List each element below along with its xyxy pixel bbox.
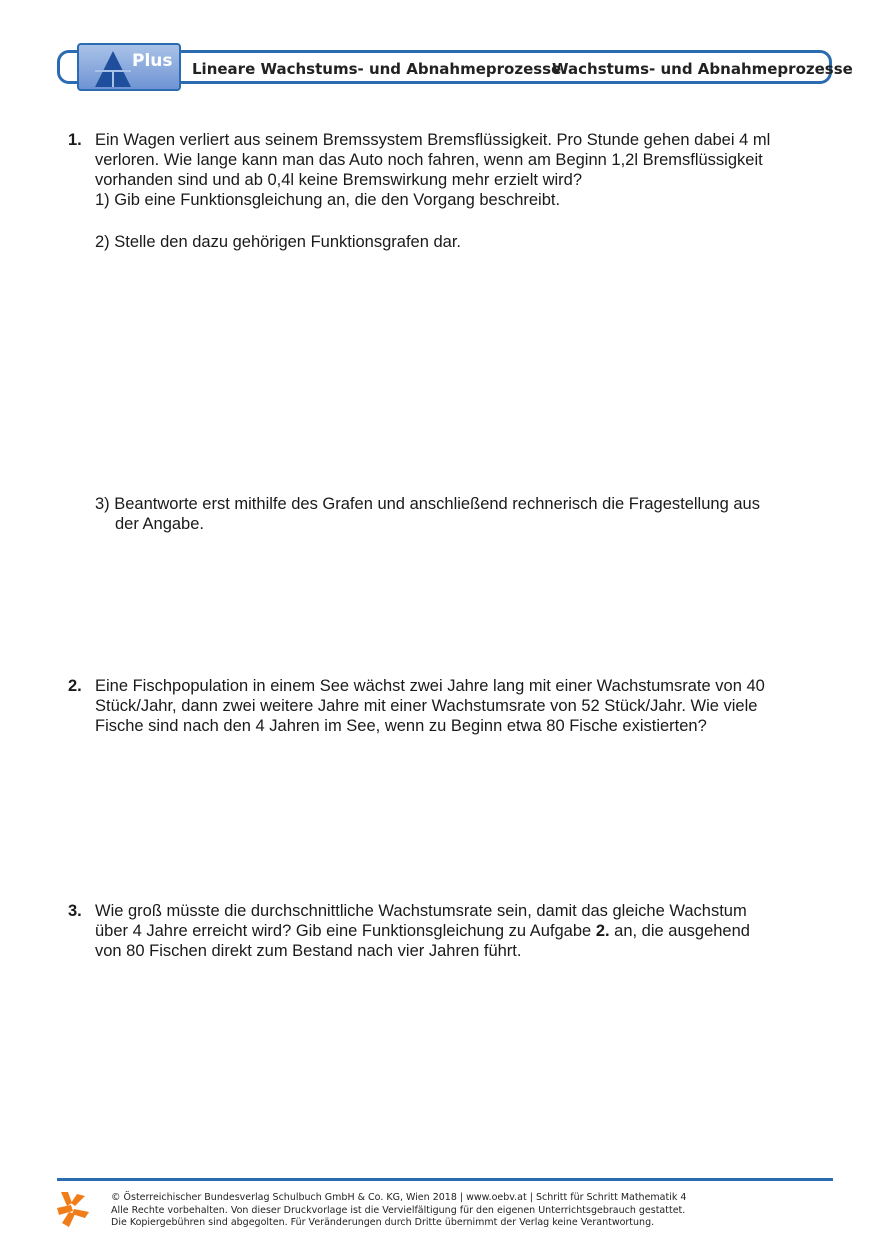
task-1-subtask-2: 2) Stelle den dazu gehörigen Funktionsgrafen dar. bbox=[95, 233, 461, 251]
task-number: 1. bbox=[68, 131, 82, 149]
footer-line: Die Kopiergebühren sind abgegolten. Für Veränderungen durch Dritte übernimmt der Verlag keine Verantwortung. bbox=[111, 1217, 655, 1228]
task-number: 3. bbox=[68, 902, 82, 920]
task-line: verloren. Wie lange kann man das Auto noch fahren, wenn am Beginn 1,2l Bremsflüssigkeit bbox=[95, 151, 763, 169]
triangle-logo-icon bbox=[93, 49, 133, 89]
footer-line: Alle Rechte vorbehalten. Von dieser Druckvorlage ist die Vervielfältigung für den eigenen Unterrichtsgebrauch gestattet. bbox=[111, 1204, 686, 1216]
footer-line: © Österreichischer Bundesverlag Schulbuch GmbH & Co. KG, Wien 2018 | www.oebv.at | Schritt für Schritt Mathematik 4 bbox=[111, 1192, 687, 1203]
task-line: Ein Wagen verliert aus seinem Bremssystem Bremsflüssigkeit. Pro Stunde gehen dabei 4 ml bbox=[95, 131, 771, 149]
task-line: Stück/Jahr, dann zwei weitere Jahre mit einer Wachstumsrate von 52 Stück/Jahr. Wie viele bbox=[95, 697, 758, 715]
logo-text: Plus bbox=[132, 51, 173, 71]
header-title-right: Wachstums- und Abnahmeprozesse bbox=[552, 60, 853, 78]
task-number: 2. bbox=[68, 677, 82, 695]
task-line-part: über 4 Jahre erreicht wird? Gib eine Funktionsgleichung zu Aufgabe bbox=[95, 922, 596, 940]
subtask-line: der Angabe. bbox=[115, 515, 204, 533]
task-line: vorhanden sind und ab 0,4l keine Bremswirkung mehr erzielt wird? bbox=[95, 171, 582, 189]
task-1-subtask-3 bbox=[95, 494, 760, 534]
task-text bbox=[95, 901, 830, 961]
task-line: von 80 Fischen direkt zum Bestand nach vier Jahren führt. bbox=[95, 942, 522, 960]
task-line: 1) Gib eine Funktionsgleichung an, die den Vorgang beschreibt. bbox=[95, 191, 561, 209]
footer-rule bbox=[57, 1178, 833, 1181]
task-line: Fische sind nach den 4 Jahren im See, wenn zu Beginn etwa 80 Fische existierten? bbox=[95, 717, 707, 735]
publisher-logo-icon bbox=[55, 1190, 91, 1228]
task-line bbox=[95, 921, 830, 941]
task-line: Wie groß müsste die durchschnittliche Wachstumsrate sein, damit das gleiche Wachstum bbox=[95, 902, 747, 920]
task-line: Eine Fischpopulation in einem See wächst zwei Jahre lang mit einer Wachstumsrate von 40 bbox=[95, 677, 765, 695]
plus-logo bbox=[77, 43, 181, 91]
task-text bbox=[95, 130, 830, 210]
header-title-left: Lineare Wachstums- und Abnahmeprozesse bbox=[192, 60, 562, 78]
task-reference: 2. bbox=[595, 922, 610, 940]
task-text bbox=[95, 676, 830, 736]
subtask-line: 3) Beantworte erst mithilfe des Grafen und anschließend rechnerisch die Fragestellung aus bbox=[95, 495, 760, 513]
footer-text bbox=[111, 1192, 686, 1230]
task-line-part: an, die ausgehend bbox=[609, 922, 750, 940]
